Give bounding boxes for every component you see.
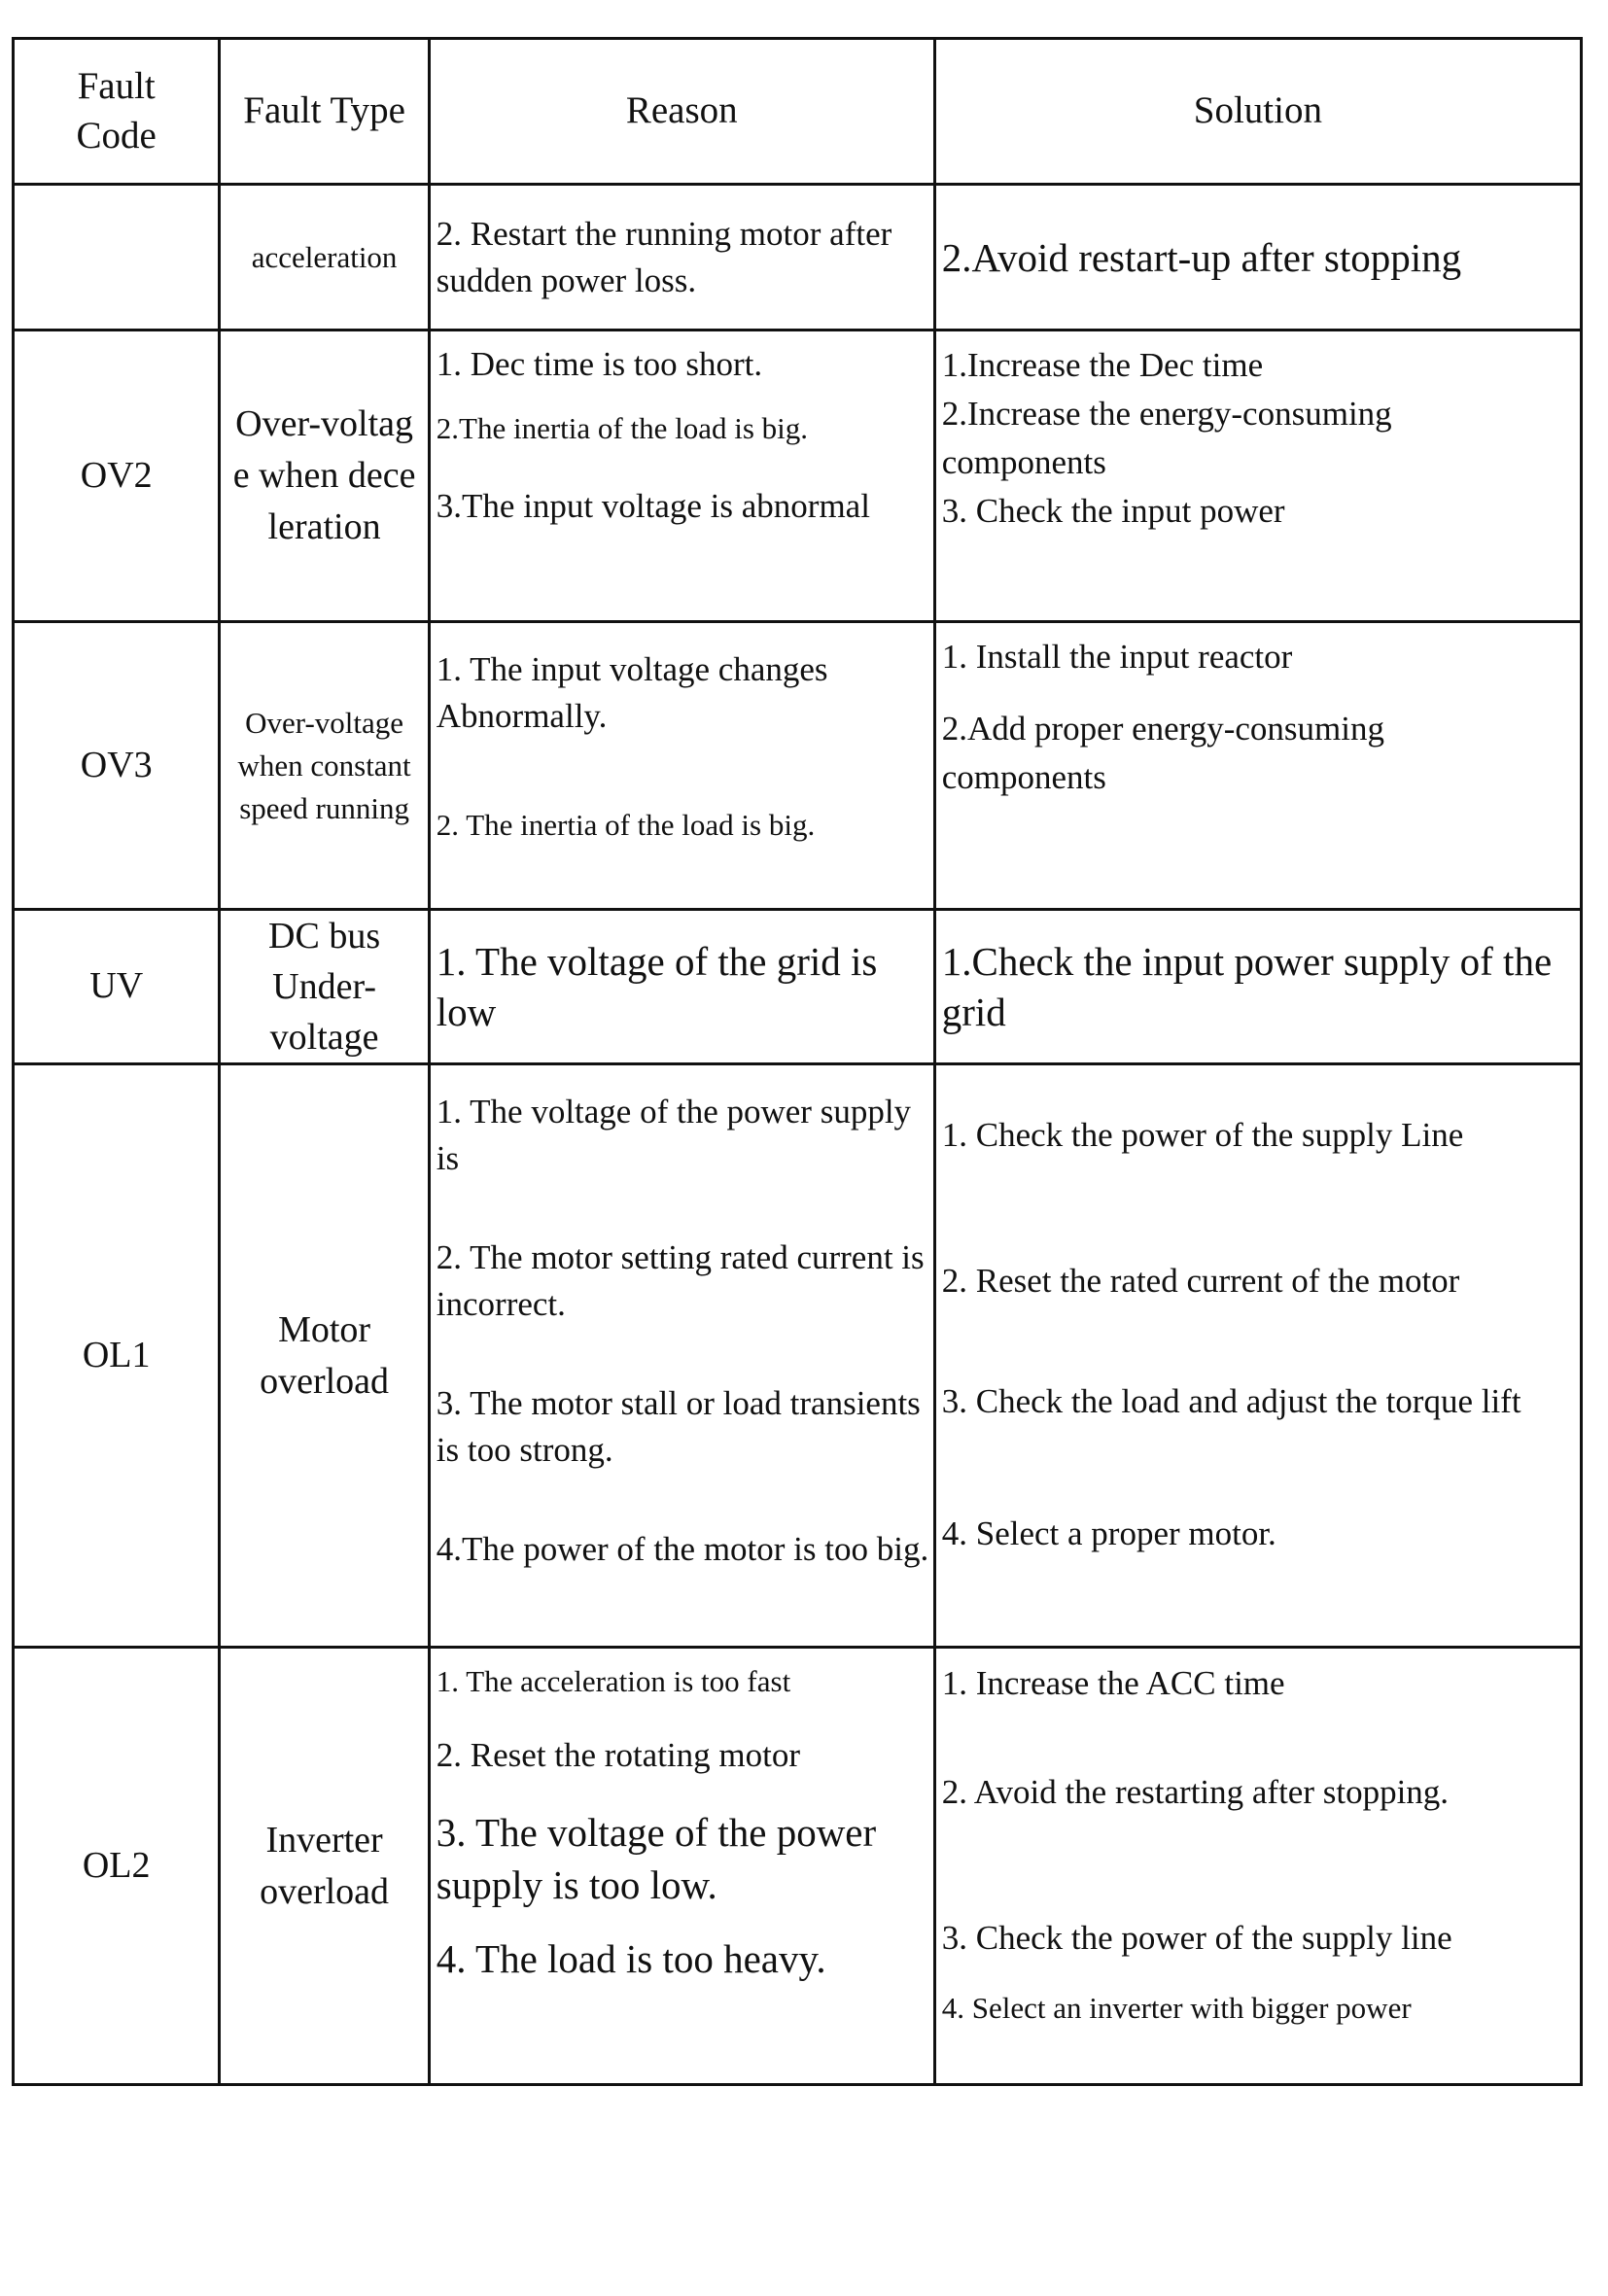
fault-type-cell	[220, 910, 429, 1064]
reason-line: 3.The input voltage is abnormal	[436, 487, 870, 525]
table-row	[14, 1064, 1582, 1648]
reason-line: 2. Reset the rotating motor	[436, 1736, 801, 1774]
fault-type-text: Motor overload	[260, 1308, 390, 1402]
fault-code-cell: OL2	[14, 1648, 220, 2085]
fault-type-text: DC bus Under-voltage	[268, 916, 381, 1058]
fault-type-cell	[220, 622, 429, 910]
table-row	[14, 910, 1582, 1064]
solution-line: 1.Check the input power supply of the grid	[941, 939, 1553, 1034]
solution-line: 3. Check the power of the supply line	[941, 1919, 1452, 1957]
table-row	[14, 622, 1582, 910]
header-solution: Solution	[934, 39, 1581, 185]
header-reason: Reason	[429, 39, 934, 185]
fault-type-text: Over-voltage when deceleration	[232, 403, 416, 547]
reason-cell	[429, 622, 934, 910]
reason-line: 1. The voltage of the power supply is	[436, 1093, 912, 1177]
reason-cell	[429, 185, 934, 330]
fault-type-cell	[220, 1064, 429, 1648]
reason-cell	[429, 910, 934, 1064]
reason-cell	[429, 1648, 934, 2085]
reason-line: 4. The load is too heavy.	[436, 1936, 826, 1981]
header-fault-type: Fault Type	[220, 39, 429, 185]
fault-type-text: Over-voltage when constant speed running	[237, 705, 411, 825]
solution-line: 1.Increase the Dec time	[941, 346, 1264, 384]
reason-line: 2. Restart the running motor after sudden power loss.	[436, 214, 892, 299]
solution-cell	[934, 910, 1581, 1064]
fault-type-cell	[220, 330, 429, 622]
reason-line: 2.The inertia of the load is big.	[436, 411, 809, 445]
header-row	[14, 39, 1582, 185]
table-row	[14, 1648, 1582, 2085]
fault-code-cell: OL1	[14, 1064, 220, 1648]
header-fault-code-text: Fault Code	[76, 64, 157, 157]
solution-line: 2.Avoid restart-up after stopping	[941, 234, 1462, 280]
fault-code-cell: UV	[14, 910, 220, 1064]
reason-cell	[429, 1064, 934, 1648]
solution-cell	[934, 330, 1581, 622]
solution-line: 3. Check the load and adjust the torque lift	[941, 1382, 1521, 1420]
solution-cell	[934, 1648, 1581, 2085]
solution-line: 2.Increase the energy-consuming components	[941, 395, 1392, 481]
reason-line: 1. The input voltage changes Abnormally.	[436, 650, 828, 735]
solution-cell	[934, 1064, 1581, 1648]
solution-cell	[934, 185, 1581, 330]
reason-line: 4.The power of the motor is too big.	[436, 1530, 929, 1568]
solution-line: 2. Reset the rated current of the motor	[941, 1262, 1460, 1300]
fault-type-text: Inverter overload	[260, 1819, 390, 1912]
solution-line: 2. Avoid the restarting after stopping.	[941, 1773, 1450, 1811]
fault-type-cell	[220, 1648, 429, 2085]
reason-line: 1. Dec time is too short.	[436, 345, 763, 383]
reason-line: 3. The motor stall or load transients is too strong.	[436, 1384, 921, 1469]
fault-code-cell: OV3	[14, 622, 220, 910]
table-row	[14, 330, 1582, 622]
reason-line: 3. The voltage of the power supply is too low.	[436, 1810, 877, 1907]
solution-cell	[934, 622, 1581, 910]
solution-line: 1. Check the power of the supply Line	[941, 1116, 1464, 1154]
solution-line: 4. Select a proper motor.	[941, 1514, 1276, 1552]
solution-line: 2.Add proper energy-consuming components	[941, 710, 1384, 796]
reason-line: 1. The voltage of the grid is low	[436, 939, 878, 1034]
solution-line: 4. Select an inverter with bigger power	[941, 1991, 1412, 2025]
header-fault-code	[14, 39, 220, 185]
reason-line: 2. The inertia of the load is big.	[436, 808, 816, 842]
reason-cell	[429, 330, 934, 622]
solution-line: 1. Increase the ACC time	[941, 1664, 1285, 1702]
fault-type-cell: acceleration	[220, 185, 429, 330]
fault-code-cell	[14, 185, 220, 330]
fault-code-cell: OV2	[14, 330, 220, 622]
fault-table	[12, 37, 1583, 2086]
solution-line: 3. Check the input power	[941, 492, 1285, 530]
table-row	[14, 185, 1582, 330]
solution-line: 1. Install the input reactor	[941, 638, 1293, 676]
reason-line: 2. The motor setting rated current is incorrect.	[436, 1238, 925, 1323]
reason-line: 1. The acceleration is too fast	[436, 1664, 791, 1698]
